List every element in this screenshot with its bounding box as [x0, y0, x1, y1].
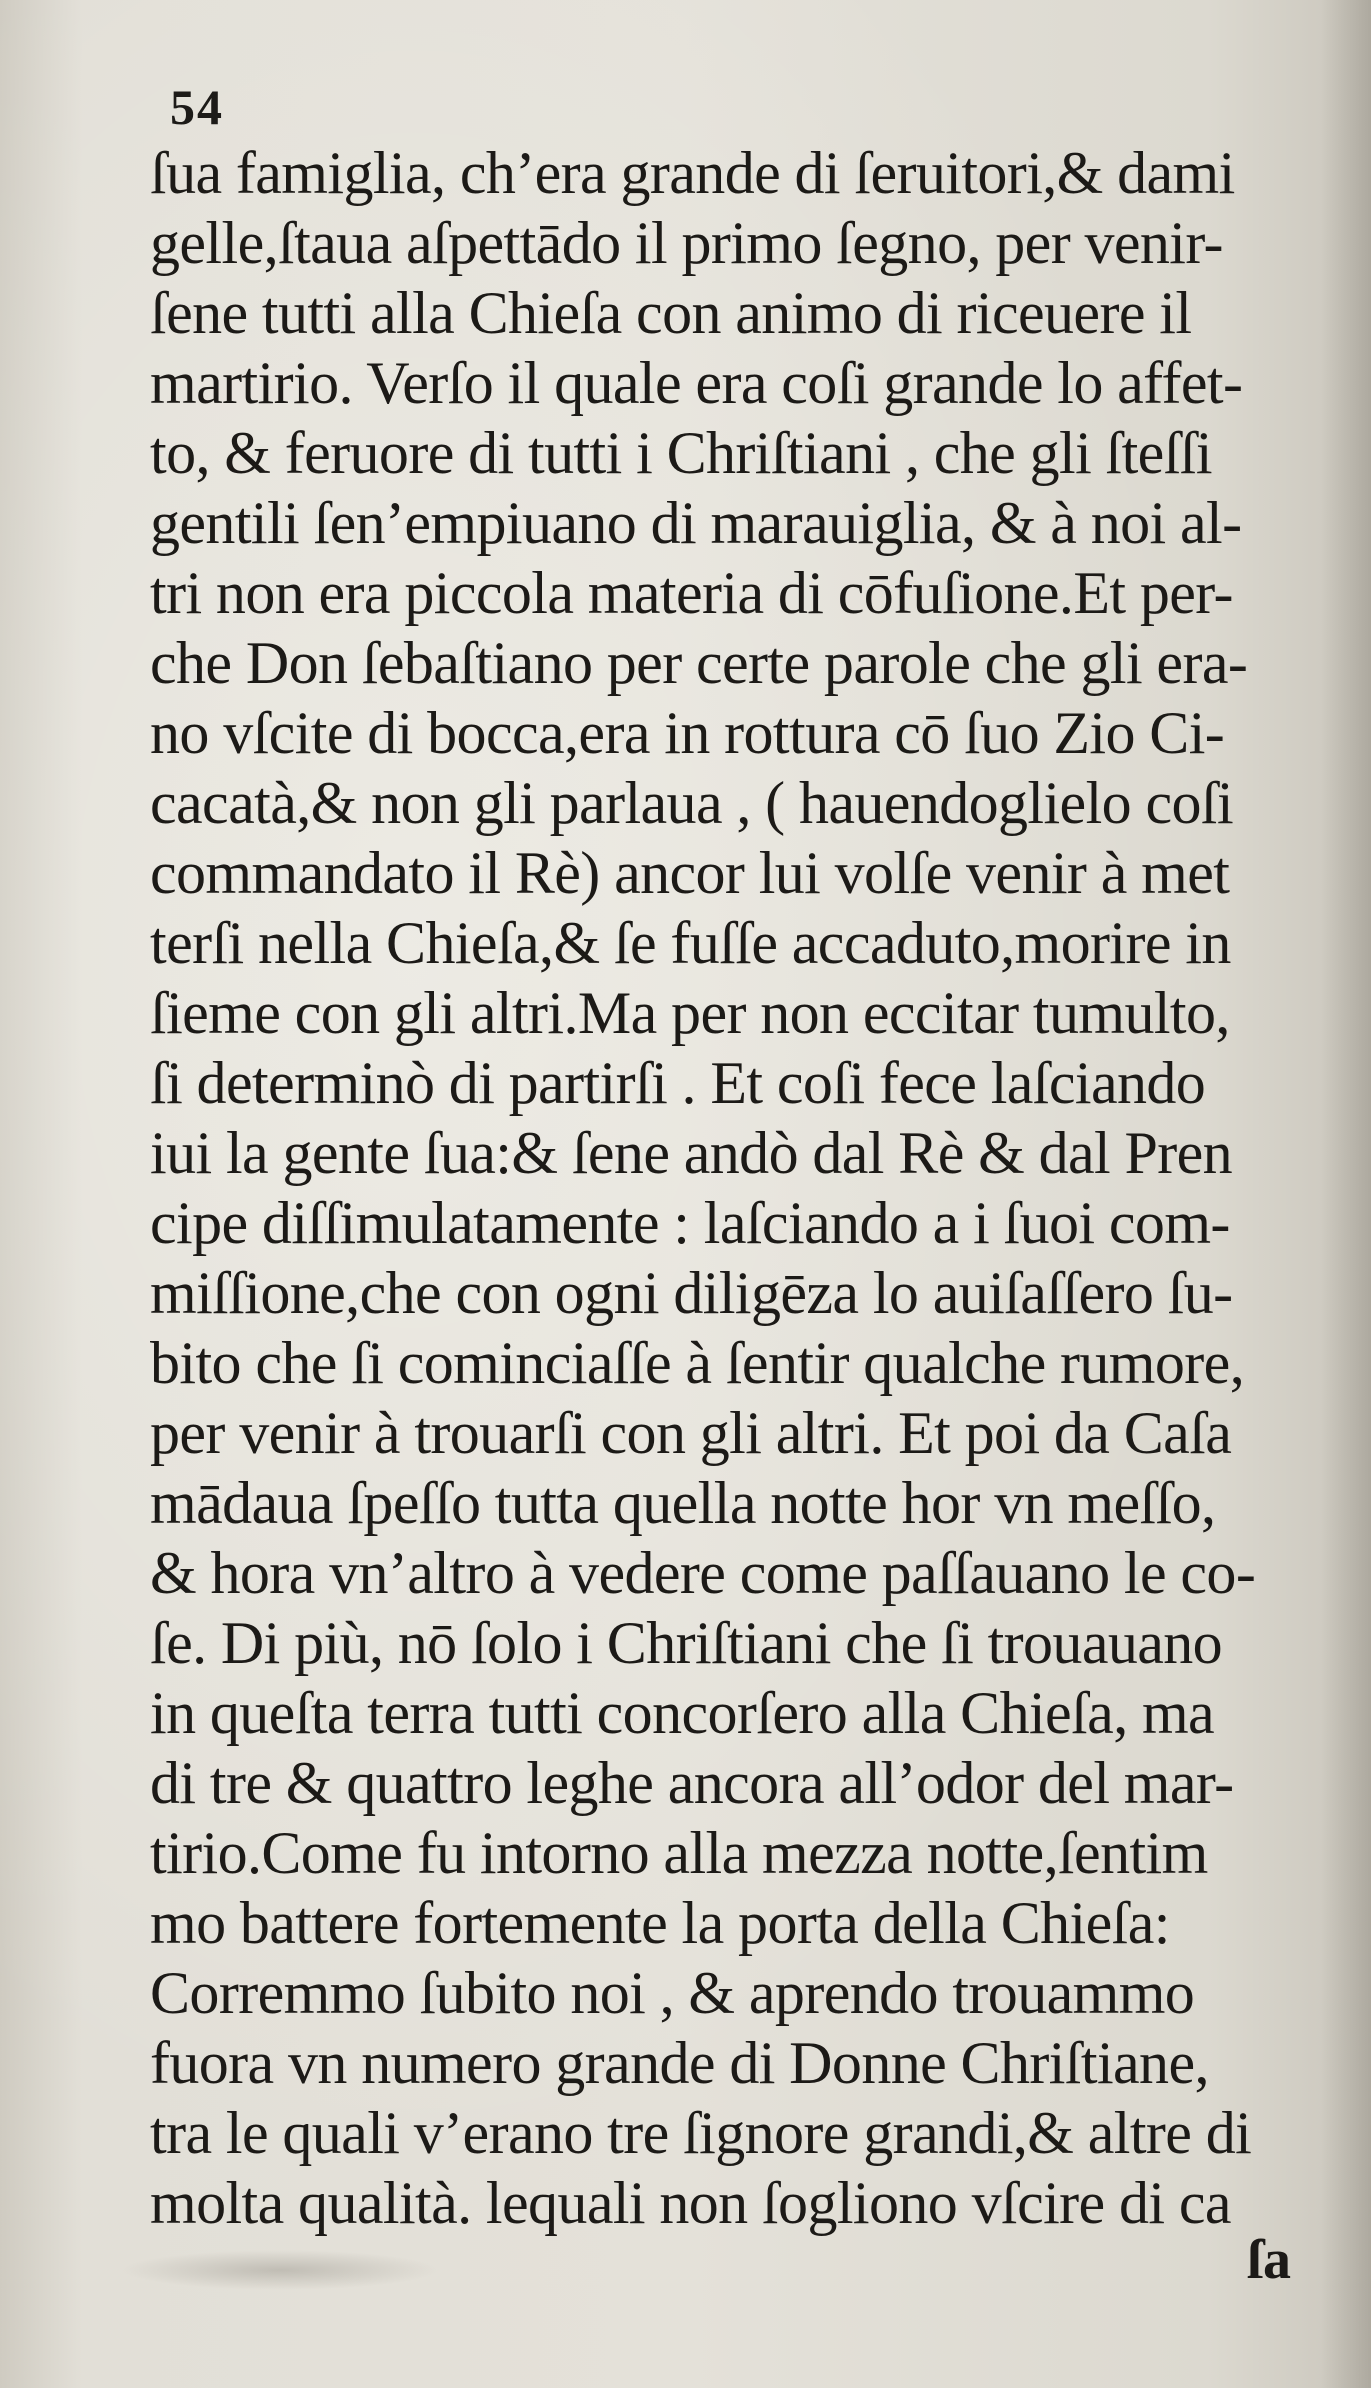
page-edge-shadow [1321, 0, 1371, 2388]
text-line: ſi determinò di partirſi . Et coſi fece laſciando [150, 1050, 1206, 1116]
ink-smudge [120, 2250, 440, 2290]
text-line: miſſione,che con ogni diligēza lo auiſaſſero ſu- [150, 1260, 1233, 1326]
text-line: no vſcite di bocca,era in rottura cō ſuo Zio Ci- [150, 700, 1225, 766]
text-line: molta qualità. lequali non ſogliono vſcire di ca [150, 2170, 1231, 2236]
text-line: commandato il Rè) ancor lui volſe venir à met [150, 840, 1230, 906]
text-line: ſua famiglia, ch’era grande di ſeruitori,& dami [150, 140, 1235, 206]
text-line: iui la gente ſua:& ſene andò dal Rè & dal Pren [150, 1120, 1233, 1186]
text-line: ſene tutti alla Chieſa con animo di riceuere il [150, 280, 1192, 346]
text-line: martirio. Verſo il quale era coſi grande lo affet- [150, 350, 1243, 416]
text-line: Corremmo ſubito noi , & aprendo trouammo [150, 1960, 1195, 2026]
text-line: cacatà,& non gli parlaua , ( hauendoglielo coſi [150, 770, 1234, 836]
text-line: & hora vn’altro à vedere come paſſauano le co- [150, 1540, 1256, 1606]
text-line: gentili ſen’empiuano di marauiglia, & à noi al- [150, 490, 1242, 556]
text-line: in queſta terra tutti concorſero alla Chieſa, ma [150, 1680, 1215, 1746]
text-line: gelle,ſtaua aſpettādo il primo ſegno, per venir- [150, 210, 1223, 276]
text-line: tra le quali v’erano tre ſignore grandi,& altre di [150, 2100, 1252, 2166]
text-line: di tre & quattro leghe ancora all’odor del mar- [150, 1750, 1234, 1816]
text-line: terſi nella Chieſa,& ſe fuſſe accaduto,morire in [150, 910, 1231, 976]
text-line: cipe diſſimulatamente : laſciando a i ſuoi com- [150, 1190, 1230, 1256]
text-line: mo battere fortemente la porta della Chieſa: [150, 1890, 1170, 1956]
page-number: 54 [170, 79, 224, 135]
text-line: che Don ſebaſtiano per certe parole che gli era- [150, 630, 1248, 696]
text-line: tri non era piccola materia di cōfuſione.Et per- [150, 560, 1233, 626]
text-line: ſieme con gli altri.Ma per non eccitar tumulto, [150, 980, 1230, 1046]
text-line: tirio.Come fu intorno alla mezza notte,ſentim [150, 1820, 1208, 1886]
catchword: ſa [1247, 2229, 1291, 2291]
text-line: per venir à trouarſi con gli altri. Et poi da Caſa [150, 1400, 1232, 1466]
text-line: mādaua ſpeſſo tutta quella notte hor vn meſſo, [150, 1470, 1216, 1536]
text-line: bito che ſi cominciaſſe à ſentir qualche rumore, [150, 1330, 1245, 1396]
text-line: ſe. Di più, nō ſolo i Chriſtiani che ſi trouauano [150, 1610, 1223, 1676]
body-text [150, 138, 1310, 2238]
text-line: to, & feruore di tutti i Chriſtiani , che gli ſteſſi [150, 420, 1212, 486]
text-line: fuora vn numero grande di Donne Chriſtiane, [150, 2030, 1209, 2096]
